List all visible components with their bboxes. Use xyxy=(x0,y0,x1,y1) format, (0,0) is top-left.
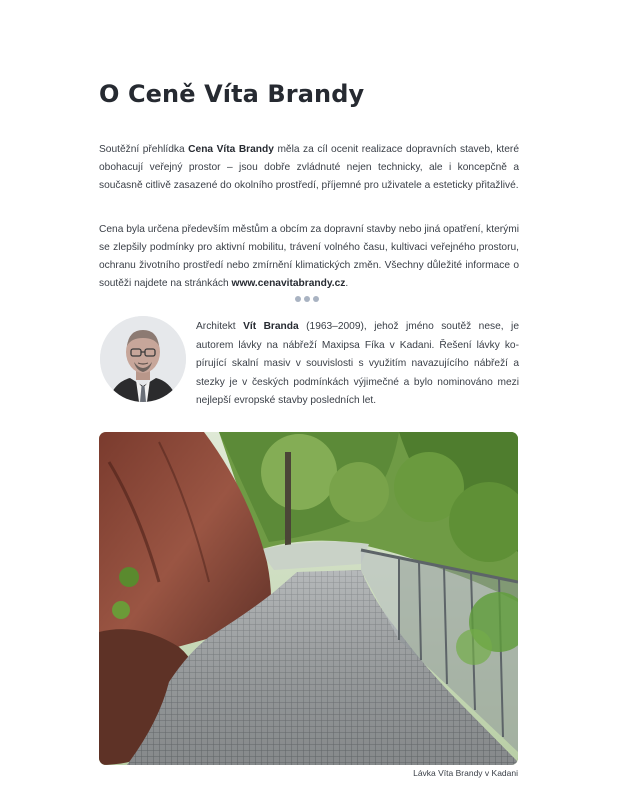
intro-text-2: Cena byla určena především městům a obcím za dopravní stavby nebo jiná opatření, kterými se zlepšily podmínky pro aktivní mobilitu, trávení volného času, kultivaci veřejného prostoru, ochranu životního prostředí nebo zmírnění klimatických změn. Všechny důležité informace o soutěži najdete na stránkách xyxy=(99,224,519,289)
architect-bio xyxy=(196,318,519,411)
bio-text-cont: (1963–2009), jehož jméno soutěž nese, je autorem lávky na nábřeží Maxipsa Fíka v Kadani. Řešení lávky kopírující skalní masiv v souvislosti s využitím navazujícího nábřeží a stezky je v českých podmínkách výjimečné a bylo nominováno mezi nejlepší evropské stavby posledních let. xyxy=(196,321,519,407)
photo-caption: Lávka Víta Brandy v Kadani xyxy=(413,768,518,778)
period: . xyxy=(345,278,349,289)
section-divider-dots xyxy=(295,296,319,302)
intro-paragraph-2 xyxy=(99,221,519,293)
intro-text: Soutěžní přehlídka xyxy=(99,144,189,155)
dot xyxy=(313,296,319,302)
dot xyxy=(304,296,310,302)
page-title: O Ceně Víta Brandy xyxy=(99,80,365,108)
architect-portrait xyxy=(100,316,186,402)
intro-paragraph-1 xyxy=(99,141,519,195)
footbridge-photo xyxy=(99,432,518,765)
architect-name: Vít Branda xyxy=(243,321,299,332)
dot xyxy=(295,296,301,302)
bio-text: Architekt xyxy=(196,321,244,332)
website-link[interactable]: www.cenavitabrandy.cz xyxy=(231,278,346,289)
prize-name: Cena Víta Brandy xyxy=(188,144,274,155)
intro-text-cont: měla za cíl ocenit realizace dopravních staveb, které obohacují veřejný prostor – jsou dobře zvládnuté nejen technicky, ale i koncepčně a současně citlivě zasazené do okolního prostředí, příjemné pro uživatele a esteticky přitažlivé. xyxy=(99,144,519,191)
